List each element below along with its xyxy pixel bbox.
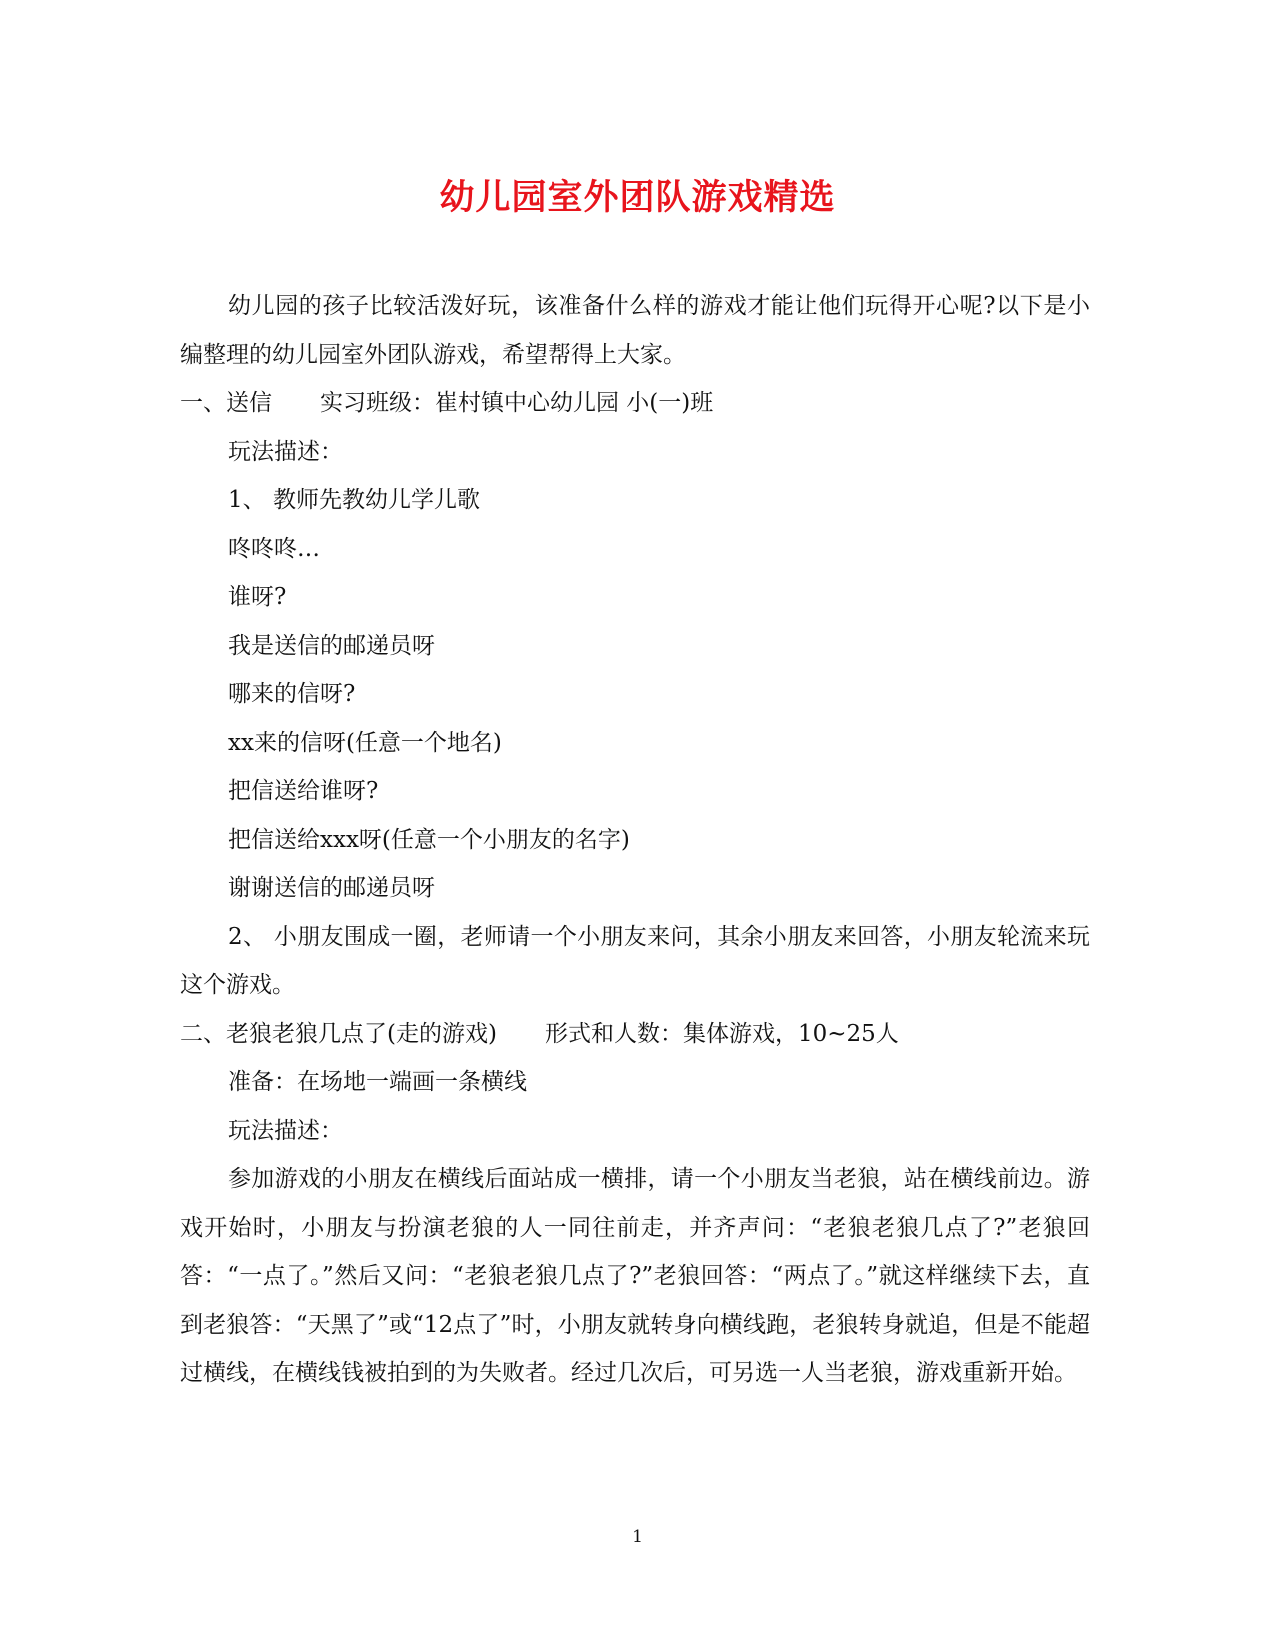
section1-heading-line [180, 379, 1090, 428]
section1-step2: 2、 小朋友围成一圈，老师请一个小朋友来问，其余小朋友来回答，小朋友轮流来玩这个游戏。 [180, 923, 1090, 998]
rhyme-line: 哪来的信呀? [228, 681, 356, 707]
rhyme-line: 把信送给xxx呀(任意一个小朋友的名字) [228, 826, 630, 853]
intro-paragraph: 幼儿园的孩子比较活泼好玩，该准备什么样的游戏才能让他们玩得开心呢?以下是小编整理的幼儿园室外团队游戏，希望帮得上大家。 [180, 293, 1090, 368]
rhyme-line: 把信送给谁呀? [228, 778, 379, 804]
section1-info: 实习班级：崔村镇中心幼儿园 小(一)班 [320, 390, 714, 416]
document-body [180, 282, 1090, 1398]
section2-prep: 准备：在场地一端画一条横线 [228, 1069, 527, 1095]
section2-howto-label: 玩法描述： [228, 1117, 343, 1144]
section2-heading: 二、老狼老狼几点了(走的游戏) [180, 1020, 497, 1047]
document-title: 幼儿园室外团队游戏精选 [439, 177, 836, 218]
section2-info: 形式和人数：集体游戏，10~25人 [544, 1020, 899, 1047]
rhyme-line: xx来的信呀(任意一个地名) [228, 729, 502, 756]
section1-howto-label: 玩法描述： [228, 438, 343, 465]
section2-heading-line [180, 1010, 1090, 1059]
rhyme-line: 谁呀? [228, 584, 287, 610]
section2-description: 参加游戏的小朋友在横线后面站成一横排，请一个小朋友当老狼，站在横线前边。游戏开始时，小朋友与扮演老狼的人一同往前走，并齐声问：“老狼老狼几点了?”老狼回答：“一点了。”然后又问：“老狼老狼几点了?”老狼回答：“两点了。”就这样继续下去，直到老狼答：“天黑了”或“12点了”时，小朋友就转身向横线跑，老狼转身就追，但是不能超过横线，在横线钱被拍到的为失败者。经过几次后，可另选一人当老狼，游戏重新开始。 [180, 1166, 1090, 1386]
rhyme-line: 谢谢送信的邮递员呀 [228, 875, 435, 901]
page-number: 1 [632, 1527, 643, 1547]
rhyme-line: 我是送信的邮递员呀 [228, 632, 435, 659]
section1-heading: 一、送信 [180, 390, 272, 416]
section1-step1: 1、 教师先教幼儿学儿歌 [228, 487, 480, 513]
rhyme-line: 咚咚咚… [228, 535, 320, 562]
